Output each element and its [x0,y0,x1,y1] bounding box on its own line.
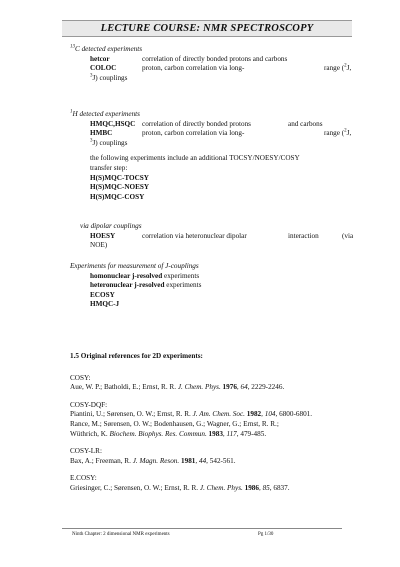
coloc-range: range ($^2$J, [324,63,352,73]
jcoupling-section [70,262,360,310]
references-heading: 1.5 Original references for 2D experiments: [70,352,203,360]
dipolar-section [80,222,360,251]
jres-hetero: heteronuclear j-resolved experiments [90,281,202,290]
jcoupling-heading: Experiments for measurement of J-couplings [70,262,199,270]
hsqc-tocsy: H(S)MQC-TOCSY [90,173,149,182]
cosy-dqf-ref-1: Piantini, U.; Sørensen, O. W.; Ernst, R. R. J. Am. Chem. Soc. 1982, 104, 6800-6801. [70,410,313,419]
ecosy-label: E.COSY: [70,474,97,483]
references-section [70,352,360,494]
footer-chapter: Ninth Chapter: 2 dimensional NMR experiments [72,532,170,537]
footer-rule [62,528,342,529]
c13-section [70,45,360,83]
cosy-lr-ref: Bax, A.; Freeman, R. J. Magn. Reson. 1981, 44, 542-561. [70,456,236,465]
hetcor-desc: correlation of directly bonded protons and carbons [142,54,288,63]
tocsy-note-2: transfer step: [90,163,128,172]
hoesy-row-2: NOE) [90,241,108,250]
coloc-desc: proton, carbon correlation via long- [142,64,245,73]
cosy-label: COSY: [70,373,91,382]
hmqcj-item: HMQC-J [90,300,120,309]
page-header [62,20,352,37]
h1-heading: $^1$H detected experiments [70,109,140,118]
jres-homo: homonuclear j-resolved experiments [90,271,200,280]
h1-section [70,110,360,202]
ecosy-item: ECOSY [90,290,115,299]
header-title: LECTURE COURSE: NMR SPECTROSCOPY [100,23,314,34]
hmbc-desc: proton, carbon correlation via long- [142,129,245,138]
c13-heading: $^{13}$C detected experiments [70,44,143,53]
hoesy-desc: correlation via heteronuclear dipolar [142,231,247,240]
cosy-lr-label: COSY-LR: [70,447,102,456]
cosy-dqf-ref-2b: Wüthrich, K. Biochem. Biophys. Res. Commun. 1983, 117, 479-485. [70,429,267,438]
hmqc-desc-2: and carbons [288,119,323,128]
hsqc-noesy: H(S)MQC-NOESY [90,183,150,192]
ecosy-ref: Griesinger, C.; Sørensen, O. W.; Ernst, R. R. J. Chem. Phys. 1986, 85, 6837. [70,483,290,492]
footer-page-number: Pg 1/30 [258,532,274,537]
coloc-name: COLOC [90,64,117,73]
hmqc-name: HMQC,HSQC [90,119,136,128]
hmbc-name: HMBC [90,129,113,138]
dipolar-heading: via dipolar couplings [80,222,142,230]
hmqc-row [70,120,360,130]
cosy-dqf-label: COSY-DQF: [70,400,108,409]
hoesy-row: HOESY correlation via heteronuclear dipolar interaction (via [90,231,354,240]
hmbc-range: range ($^2$J, [324,128,352,138]
coloc-row [70,64,360,74]
tocsy-note-1: the following experiments include an additional TOCSY/NOESY/COSY [90,154,300,163]
hetcor-row [70,55,360,65]
coloc-row-2: $^3$J) couplings [90,73,128,82]
cosy-dqf-ref-2: Rance, M.; Sørensen, O. W.; Bodenhausen, G.; Wagner, G.; Ernst, R. R.; [70,419,279,428]
hmbc-row-2: $^3$J) couplings [90,138,128,147]
hsqc-cosy: H(S)MQC-COSY [90,192,145,201]
hoesy-name: HOESY [90,231,116,240]
hmqc-desc: correlation of directly bonded protons [142,119,251,128]
cosy-ref: Aue, W. P.; Batholdi, E.; Ernst, R. R. J. Chem. Phys. 1976, 64, 2229-2246. [70,383,285,392]
hetcor-name: hetcor [90,54,110,63]
hmbc-row [70,129,360,139]
